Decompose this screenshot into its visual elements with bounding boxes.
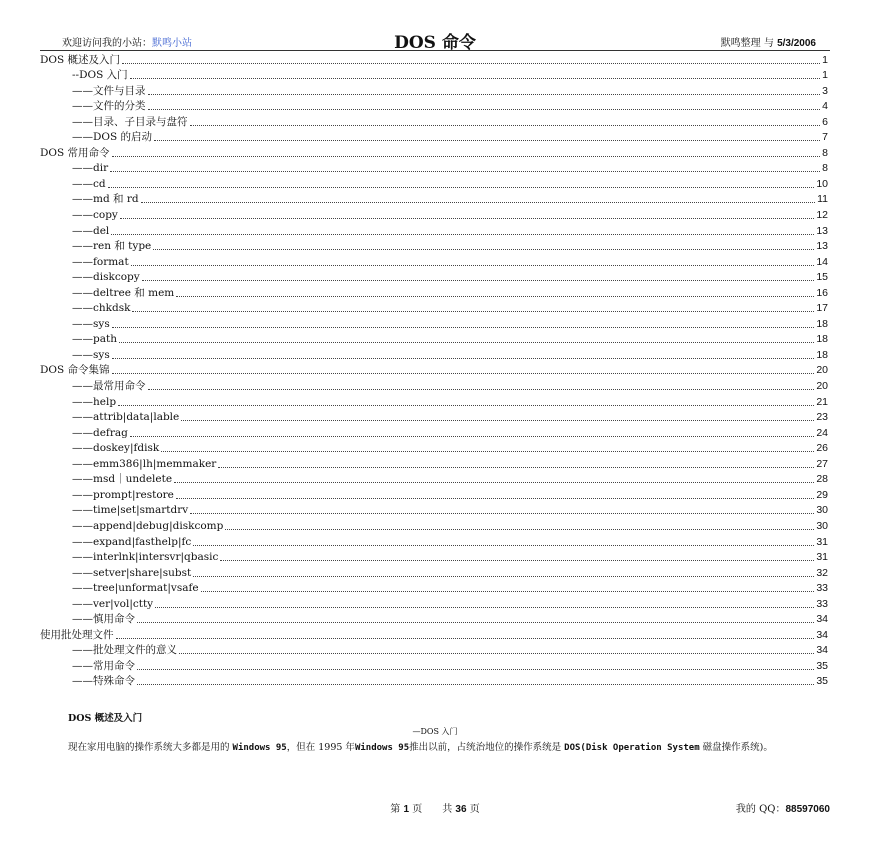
toc-entry-title: ——append|debug|diskcomp (72, 519, 224, 532)
toc-entry[interactable] (40, 269, 828, 285)
toc-page-number: 35 (816, 675, 828, 688)
toc-entry-title: ——sys (72, 348, 110, 361)
toc-entry-title: ——attrib|data|lable (72, 411, 180, 424)
toc-entry[interactable] (40, 284, 828, 300)
toc-entry-title: ——ver|vol|ctty (72, 597, 154, 610)
toc-page-number: 6 (822, 115, 828, 128)
organizer-text: 默鸣整理 与 (720, 38, 774, 49)
toc-page-number: 1 (822, 69, 828, 82)
toc-entry-title: ——help (72, 395, 117, 408)
toc-page-number: 21 (816, 395, 828, 408)
toc-page-number: 34 (816, 644, 828, 657)
toc-page-number: 1 (822, 53, 828, 66)
table-of-contents (40, 51, 828, 688)
toc-page-number: 20 (816, 380, 828, 393)
toc-entry[interactable] (40, 580, 828, 596)
toc-leader-dots (132, 310, 814, 312)
document-title: DOS 命令 (394, 33, 476, 53)
toc-entry-title: ——慎用命令 (72, 613, 135, 626)
toc-leader-dots (148, 388, 815, 390)
header-date: 5/3/2006 (777, 38, 816, 49)
toc-leader-dots (193, 544, 814, 546)
toc-entry[interactable] (40, 502, 828, 518)
page-suffix: 页 (469, 804, 480, 815)
toc-entry-title: ——time|set|smartdrv (72, 504, 189, 517)
toc-entry[interactable] (40, 595, 828, 611)
toc-leader-dots (148, 93, 821, 95)
toc-leader-dots (154, 139, 820, 141)
toc-leader-dots (220, 559, 814, 561)
intro-paragraph (40, 740, 830, 756)
toc-entry[interactable] (40, 222, 828, 238)
toc-page-number: 18 (816, 317, 828, 330)
toc-entry-title: ——DOS 的启动 (72, 131, 153, 144)
toc-entry[interactable] (40, 611, 828, 627)
toc-leader-dots (176, 497, 814, 499)
toc-entry[interactable] (40, 300, 828, 316)
para-text-2: ，但在 1995 年 (286, 742, 355, 753)
toc-leader-dots (193, 575, 814, 577)
toc-entry-title: ——md 和 rd (72, 193, 139, 206)
toc-entry-title: ——文件与目录 (72, 84, 146, 97)
toc-entry-title: ——常用命令 (72, 659, 135, 672)
toc-leader-dots (153, 248, 814, 250)
page-total: 36 (455, 804, 467, 815)
toc-entry[interactable] (40, 471, 828, 487)
toc-entry-title: ——doskey|fdisk (72, 442, 160, 455)
toc-entry[interactable] (40, 160, 828, 176)
toc-leader-dots (161, 450, 814, 452)
toc-entry[interactable] (40, 129, 828, 145)
toc-page-number: 26 (816, 442, 828, 455)
toc-page-number: 34 (816, 613, 828, 626)
toc-entry-title: ——prompt|restore (72, 488, 174, 501)
toc-page-number: 30 (816, 504, 828, 517)
para-text-3: 推出以前，占统治地位的操作系统是 (409, 742, 565, 753)
toc-entry[interactable] (40, 238, 828, 254)
toc-entry-title: ——tree|unformat|vsafe (72, 582, 199, 595)
toc-page-number: 12 (816, 209, 828, 222)
win95-term-1: Windows 95 (232, 743, 287, 753)
toc-entry[interactable] (40, 175, 828, 191)
toc-entry-title: DOS 命令集锦 (40, 364, 110, 377)
toc-leader-dots (112, 372, 815, 374)
toc-page-number: 17 (816, 302, 828, 315)
toc-entry[interactable] (40, 144, 828, 160)
toc-entry[interactable] (40, 409, 828, 425)
toc-leader-dots (137, 621, 814, 623)
toc-leader-dots (148, 108, 821, 110)
toc-page-number: 33 (816, 582, 828, 595)
toc-entry[interactable] (40, 82, 828, 98)
toc-entry-title: ——diskcopy (72, 271, 140, 284)
toc-page-number: 10 (816, 177, 828, 190)
toc-entry-title: ——setver|share|subst (72, 566, 192, 579)
toc-leader-dots (120, 217, 814, 219)
toc-entry[interactable] (40, 331, 828, 347)
toc-entry[interactable] (40, 51, 828, 67)
toc-leader-dots (225, 528, 814, 530)
toc-entry-title: ——defrag (72, 426, 128, 439)
toc-entry-title: ——sys (72, 317, 110, 330)
toc-entry[interactable] (40, 253, 828, 269)
para-text-1: 现在家用电脑的操作系统大多都是用的 (68, 742, 233, 753)
toc-entry-title: DOS 概述及入门 (40, 53, 121, 66)
qq-contact (736, 800, 830, 815)
toc-entry-title: ——chkdsk (72, 302, 131, 315)
qq-label: 我的 QQ： (735, 804, 786, 815)
toc-page-number: 15 (816, 271, 828, 284)
toc-page-number: 16 (816, 286, 828, 299)
toc-leader-dots (190, 512, 814, 514)
toc-entry[interactable] (40, 440, 828, 456)
toc-leader-dots (190, 124, 821, 126)
toc-page-number: 18 (816, 348, 828, 361)
win95-term-2: Windows 95 (354, 743, 410, 753)
toc-leader-dots (131, 264, 815, 266)
toc-leader-dots (201, 590, 815, 592)
toc-page-number: 24 (816, 426, 828, 439)
toc-entry-title: ——最常用命令 (72, 380, 146, 393)
toc-entry[interactable] (40, 98, 828, 114)
welcome-text: 欢迎访问我的小站： (62, 38, 152, 49)
toc-entry[interactable] (40, 657, 828, 673)
toc-entry-title: ——ren 和 type (72, 240, 152, 253)
site-link[interactable]: 默鸣小站 (152, 38, 192, 49)
toc-entry[interactable] (40, 626, 828, 642)
toc-page-number: 35 (816, 659, 828, 672)
toc-leader-dots (111, 233, 814, 235)
toc-entry[interactable] (40, 362, 828, 378)
toc-entry[interactable] (40, 564, 828, 580)
para-text-4: 磁盘操作系统)。 (699, 742, 773, 753)
toc-page-number: 4 (822, 100, 828, 113)
toc-page-number: 29 (816, 488, 828, 501)
toc-leader-dots (112, 357, 815, 359)
toc-entry-title: ——emm386|lh|memmaker (72, 457, 217, 470)
toc-leader-dots (181, 419, 814, 421)
toc-page-number: 18 (816, 333, 828, 346)
toc-entry[interactable] (40, 315, 828, 331)
toc-page-number: 8 (822, 162, 828, 175)
toc-entry[interactable] (40, 393, 828, 409)
toc-leader-dots (116, 637, 815, 639)
sub-heading: —DOS 入门 (412, 727, 458, 736)
toc-entry-title: DOS 常用命令 (40, 146, 110, 159)
toc-leader-dots (108, 186, 815, 188)
toc-page-number: 30 (816, 519, 828, 532)
toc-page-number: 31 (816, 535, 828, 548)
toc-entry[interactable] (40, 67, 828, 83)
toc-leader-dots (118, 404, 814, 406)
toc-entry[interactable] (40, 191, 828, 207)
toc-page-number: 23 (816, 411, 828, 424)
toc-entry-title: ——文件的分类 (72, 100, 146, 113)
page-counter (40, 800, 830, 815)
toc-leader-dots (112, 326, 815, 328)
page-header (40, 28, 830, 51)
toc-entry-title: ——format (72, 255, 129, 268)
toc-page-number: 7 (822, 131, 828, 144)
dos-full-name: DOS(Disk Operation System (564, 743, 700, 753)
toc-leader-dots (155, 606, 814, 608)
toc-entry-title: ——path (72, 333, 117, 346)
toc-page-number: 34 (816, 628, 828, 641)
toc-entry-title: ——dir (72, 162, 109, 175)
toc-entry[interactable] (40, 517, 828, 533)
toc-entry[interactable] (40, 346, 828, 362)
toc-leader-dots (130, 435, 814, 437)
toc-entry-title: --DOS 入门 (72, 69, 128, 82)
page-mid: 页 共 (412, 804, 453, 815)
toc-entry-title: ——deltree 和 mem (72, 286, 175, 299)
toc-entry[interactable] (40, 377, 828, 393)
toc-entry-title: ——批处理文件的意义 (72, 644, 177, 657)
toc-entry[interactable] (40, 673, 828, 689)
toc-leader-dots (112, 155, 821, 157)
toc-entry[interactable] (40, 486, 828, 502)
toc-page-number: 20 (816, 364, 828, 377)
toc-page-number: 27 (816, 457, 828, 470)
qq-number: 88597060 (785, 804, 830, 815)
toc-leader-dots (142, 279, 815, 281)
toc-page-number: 14 (816, 255, 828, 268)
toc-leader-dots (110, 170, 820, 172)
toc-page-number: 11 (817, 193, 828, 206)
toc-entry-title: ——目录、子目录与盘符 (72, 115, 188, 128)
toc-leader-dots (137, 668, 814, 670)
page-number: 1 (403, 804, 410, 815)
toc-page-number: 32 (816, 566, 828, 579)
header-organizer (721, 34, 816, 49)
toc-leader-dots (130, 77, 821, 79)
toc-entry[interactable] (40, 549, 828, 565)
toc-page-number: 13 (816, 240, 828, 253)
toc-leader-dots (218, 466, 814, 468)
toc-leader-dots (122, 62, 820, 64)
toc-page-number: 8 (822, 146, 828, 159)
toc-entry-title: ——cd (72, 177, 106, 190)
toc-entry[interactable] (40, 642, 828, 658)
toc-leader-dots (179, 652, 814, 654)
toc-page-number: 3 (822, 84, 828, 97)
toc-entry-title: ——copy (72, 209, 118, 222)
toc-entry[interactable] (40, 533, 828, 549)
toc-entry-title: ——msd｜undelete (72, 473, 173, 486)
toc-page-number: 28 (816, 473, 828, 486)
toc-entry-title: 使用批处理文件 (40, 628, 114, 641)
toc-entry[interactable] (40, 206, 828, 222)
toc-leader-dots (174, 481, 814, 483)
toc-leader-dots (137, 683, 814, 685)
toc-page-number: 31 (816, 551, 828, 564)
toc-entry-title: ——del (72, 224, 110, 237)
toc-entry[interactable] (40, 455, 828, 471)
section-heading: DOS 概述及入门 (68, 713, 143, 724)
toc-entry-title: ——expand|fasthelp|fc (72, 535, 192, 548)
toc-entry-title: ——interlnk|intersvr|qbasic (72, 551, 219, 564)
toc-page-number: 33 (816, 597, 828, 610)
toc-page-number: 13 (816, 224, 828, 237)
toc-entry[interactable] (40, 424, 828, 440)
page-prefix: 第 (390, 804, 401, 815)
toc-entry[interactable] (40, 113, 828, 129)
toc-entry-title: ——特殊命令 (72, 675, 135, 688)
toc-leader-dots (119, 341, 814, 343)
toc-leader-dots (176, 295, 814, 297)
toc-leader-dots (141, 201, 815, 203)
